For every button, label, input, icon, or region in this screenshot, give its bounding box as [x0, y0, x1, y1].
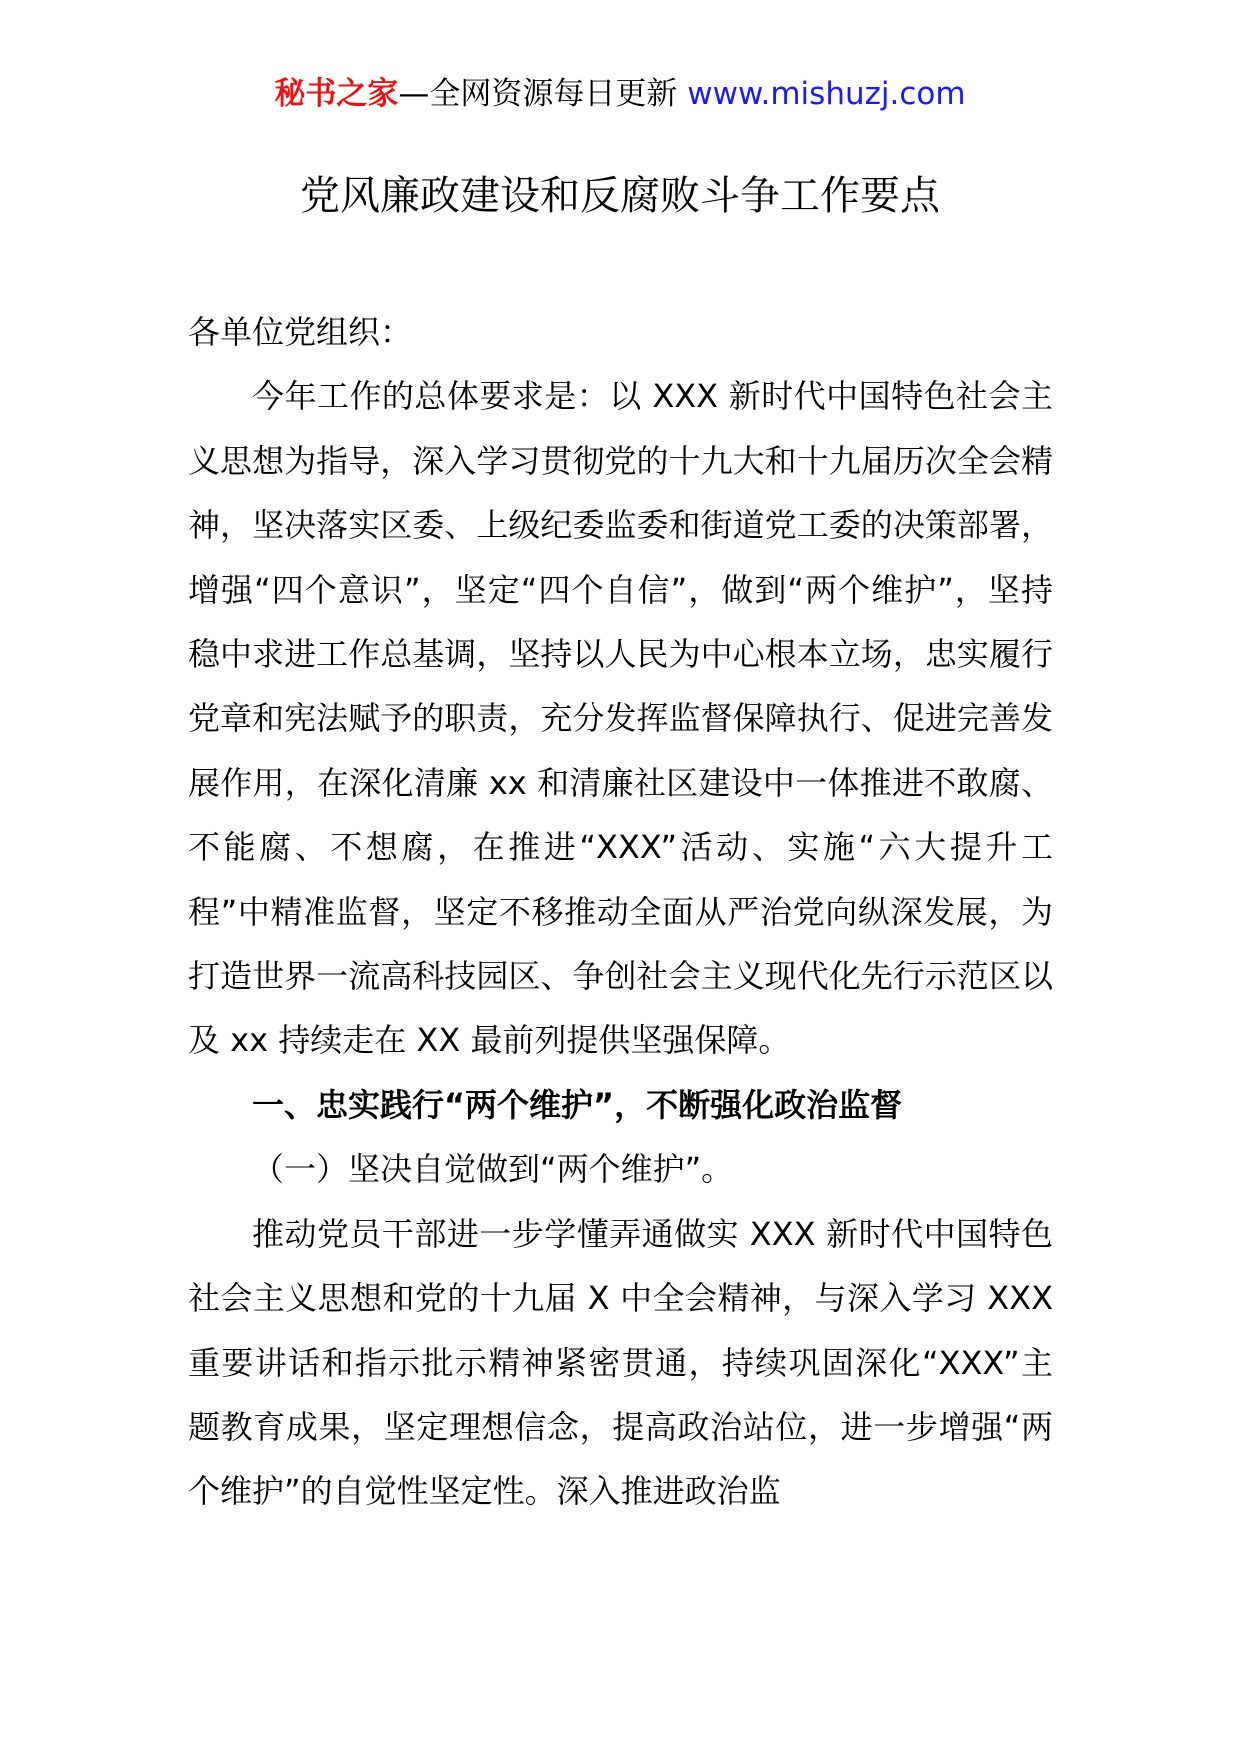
- site-url[interactable]: www.mishuzj.com: [687, 76, 966, 112]
- document-body: [188, 300, 1053, 1524]
- subsection-heading: （一）坚决自觉做到“两个维护”。: [252, 1150, 734, 1189]
- body-paragraph: 推动党员干部进一步学懂弄通做实 XXX 新时代中国特色社会主义思想和党的十九届 X 中全会精神，与深入学习 XXX 重要讲话和指示批示精神紧密贯通，持续巩固深化“XXX”主题教育成果，坚定理想信念，提高政治站位，进一步增强“两个维护”的自觉性坚定性。深入推进政治监: [188, 1214, 1053, 1511]
- section-heading: 一、忠实践行“两个维护”，不断强化政治监督: [252, 1085, 903, 1124]
- brand-name: 秘书之家: [274, 76, 399, 112]
- intro-paragraph: 今年工作的总体要求是：以 XXX 新时代中国特色社会主义思想为指导，深入学习贯彻党的十九大和十九届历次全会精神，坚决落实区委、上级纪委监委和街道党工委的决策部署，增强“四个意识”，坚定“四个自信”，做到“两个维护”，坚持稳中求进工作总基调，坚持以人民为中心根本立场，忠实履行党章和宪法赋予的职责，充分发挥监督保障执行、促进完善发展作用，在深化清廉 xx 和清廉社区建设中一体推进不敢腐、不能腐、不想腐，在推进“XXX”活动、实施“六大提升工程”中精准监督，坚定不移推动全面从严治党向纵深发展，为打造世界一流高科技园区、争创社会主义现代化先行示范区以及 xx 持续走在 XX 最前列提供坚强保障。: [188, 377, 1053, 1060]
- site-header: [0, 74, 1240, 114]
- document-title: 党风廉政建设和反腐败斗争工作要点: [300, 173, 940, 219]
- salutation: 各单位党组织：: [188, 313, 413, 351]
- tagline: —全网资源每日更新: [398, 76, 688, 112]
